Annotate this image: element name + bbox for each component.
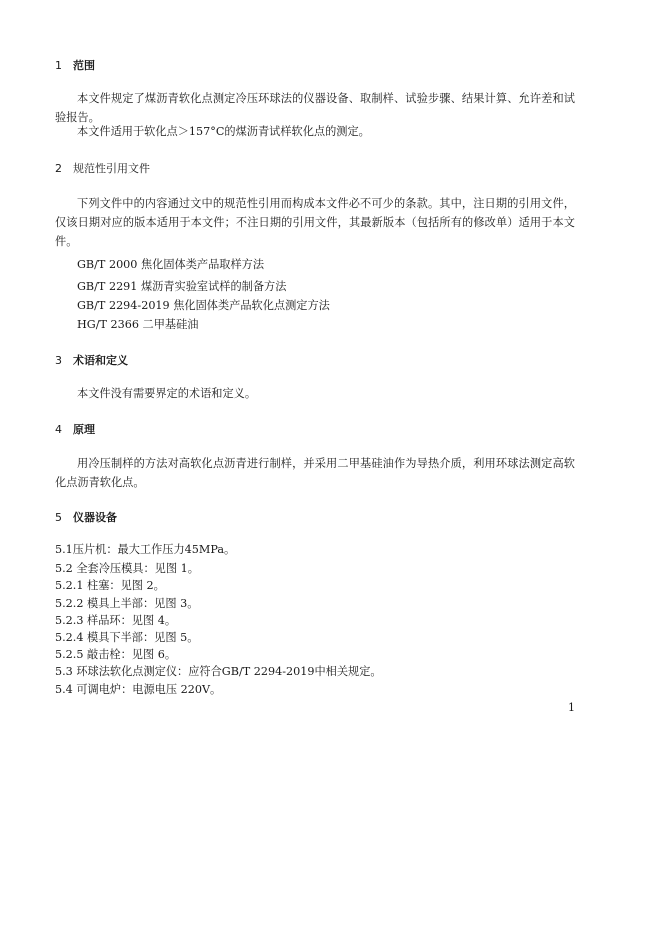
section-title: 术语和定义 — [73, 354, 128, 367]
section-heading-equipment — [55, 509, 117, 525]
equipment-item: 5.1压片机：最大工作压力45MPa。 — [55, 543, 236, 556]
equipment-item: 5.4 可调电炉：电源电压 220V。 — [55, 683, 222, 696]
equipment-item: 5.2 全套冷压模具：见图 1。 — [55, 562, 199, 575]
equipment-item: 5.2.4 模具下半部：见图 5。 — [55, 631, 199, 644]
scope-paragraph-1: 本文件规定了煤沥青软化点测定冷压环球法的仪器设备、取制样、试验步骤、结果计算、允许差和试验报告。 — [55, 92, 575, 124]
equipment-item: 5.2.5 敲击栓：见图 6。 — [55, 648, 177, 661]
section-heading-scope — [55, 57, 95, 73]
reference-item: HG/T 2366 二甲基硅油 — [77, 318, 199, 331]
reference-item: GB/T 2000 焦化固体类产品取样方法 — [77, 258, 265, 271]
section-number: 5 — [55, 511, 62, 524]
equipment-item: 5.2.3 样品环：见图 4。 — [55, 614, 177, 627]
section-number: 2 — [55, 162, 62, 175]
page-number: 1 — [568, 701, 575, 714]
section-heading-normative — [55, 160, 150, 176]
equipment-item: 5.3 环球法软化点测定仪：应符合GB/T 2294-2019中相关规定。 — [55, 665, 382, 678]
section-title: 原理 — [73, 423, 95, 436]
section-number: 3 — [55, 354, 62, 367]
section-heading-terms — [55, 352, 128, 368]
reference-item: GB/T 2291 煤沥青实验室试样的制备方法 — [77, 280, 287, 293]
equipment-item: 5.2.2 模具上半部：见图 3。 — [55, 597, 199, 610]
section-title: 规范性引用文件 — [73, 162, 150, 175]
section-title: 仪器设备 — [73, 511, 117, 524]
equipment-item: 5.2.1 柱塞：见图 2。 — [55, 579, 165, 592]
section-title: 范围 — [73, 59, 95, 72]
normative-intro-paragraph: 下列文件中的内容通过文中的规范性引用而构成本文件必不可少的条款。其中，注日期的引用文件，仅该日期对应的版本适用于本文件；不注日期的引用文件，其最新版本（包括所有的修改单）适用于本文件。 — [55, 197, 575, 248]
principle-paragraph: 用冷压制样的方法对高软化点沥青进行制样，并采用二甲基硅油作为导热介质，利用环球法测定高软化点沥青软化点。 — [55, 457, 575, 489]
scope-paragraph-2: 本文件适用于软化点＞157°C的煤沥青试样软化点的测定。 — [77, 125, 370, 138]
section-number: 4 — [55, 423, 62, 436]
reference-item: GB/T 2294-2019 焦化固体类产品软化点测定方法 — [77, 299, 330, 312]
section-heading-principle — [55, 421, 95, 437]
terms-paragraph: 本文件没有需要界定的术语和定义。 — [77, 387, 257, 400]
section-number: 1 — [55, 59, 62, 72]
